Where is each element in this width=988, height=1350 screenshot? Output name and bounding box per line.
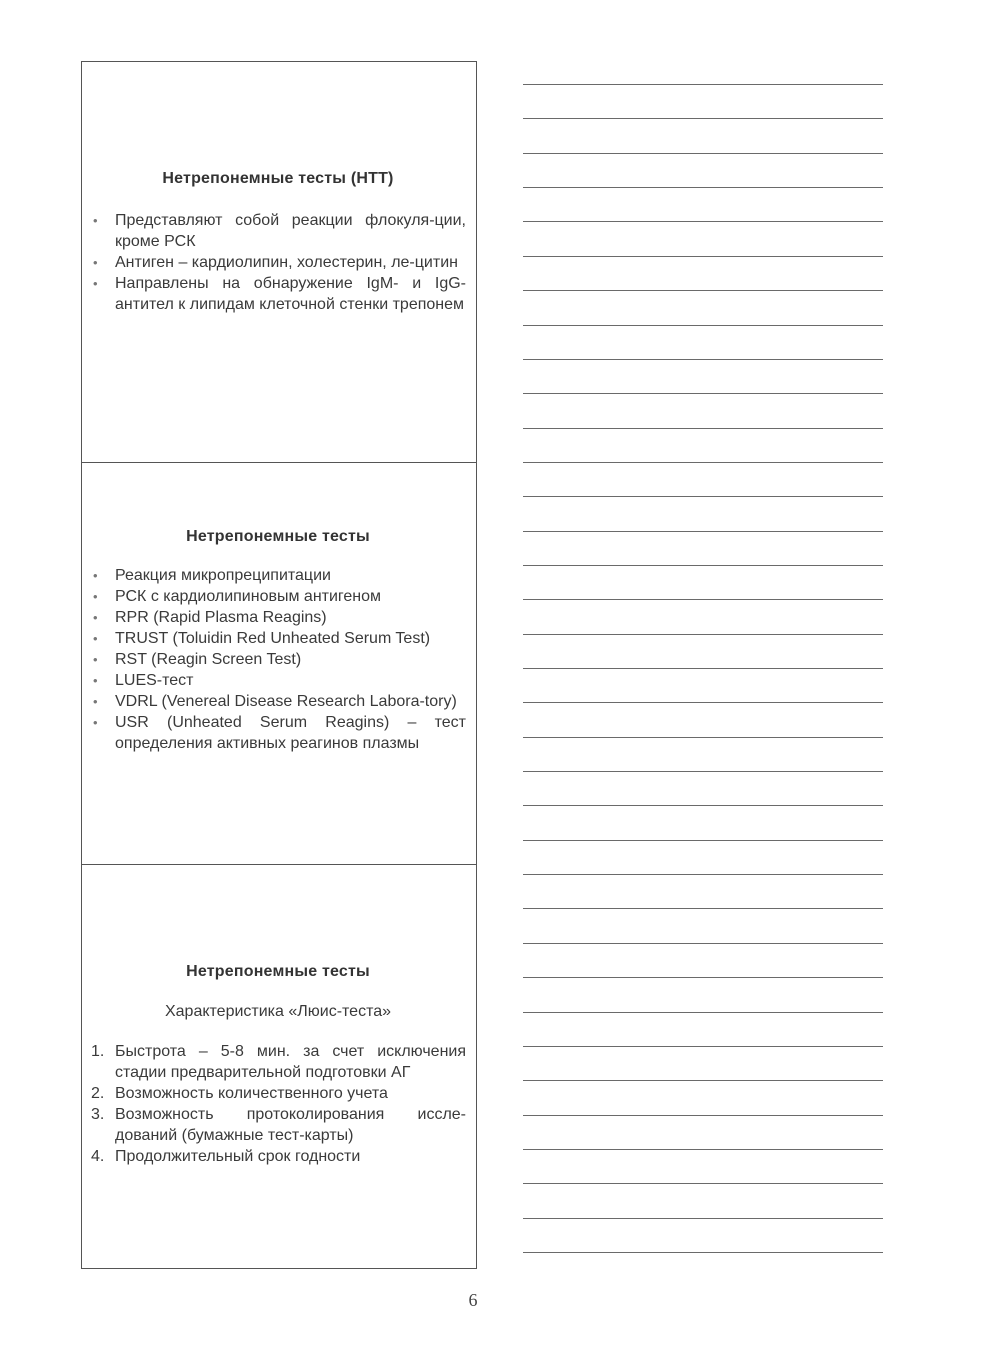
note-line — [523, 771, 883, 772]
note-line — [523, 634, 883, 635]
note-line — [523, 496, 883, 497]
slide-ntt-list — [82, 462, 476, 864]
bullet-list — [90, 565, 466, 754]
note-line — [523, 1149, 883, 1150]
note-line — [523, 1080, 883, 1081]
note-line — [523, 1115, 883, 1116]
note-line — [523, 118, 883, 119]
slide-title: Нетрепонемные тесты — [186, 963, 370, 980]
note-line — [523, 462, 883, 463]
item-text: Возможность протоколирования иссле-дований (бумажные тест-карты) — [115, 1106, 466, 1144]
item-number: 3. — [91, 1106, 105, 1123]
note-line — [523, 1012, 883, 1013]
slides-column — [81, 61, 477, 1269]
list-item: • Представляют собой реакции флокуля-ции, кроме РСК — [90, 210, 466, 252]
slide-ntt-overview — [82, 62, 476, 462]
list-item — [90, 1083, 466, 1104]
item-number: 2. — [91, 1085, 105, 1102]
note-line — [523, 977, 883, 978]
note-line — [523, 84, 883, 85]
item-number: 4. — [91, 1148, 105, 1165]
note-line — [523, 874, 883, 875]
slide-lues-test — [82, 864, 476, 1268]
list-item — [90, 1104, 466, 1146]
note-line — [523, 943, 883, 944]
list-item: • TRUST (Toluidin Red Unheated Serum Test) — [90, 628, 466, 649]
list-item — [90, 1146, 466, 1167]
note-line — [523, 668, 883, 669]
note-line — [523, 1183, 883, 1184]
note-line — [523, 1252, 883, 1253]
note-line — [523, 599, 883, 600]
list-item: • РСК с кардиолипиновым антигеном — [90, 586, 466, 607]
note-line — [523, 359, 883, 360]
note-line — [523, 256, 883, 257]
note-line — [523, 908, 883, 909]
numbered-list — [90, 1041, 466, 1167]
note-line — [523, 531, 883, 532]
list-item — [90, 1041, 466, 1083]
item-number: 1. — [91, 1043, 105, 1060]
note-line — [523, 840, 883, 841]
list-item: • LUES-тест — [90, 670, 466, 691]
note-line — [523, 393, 883, 394]
list-item: • RST (Reagin Screen Test) — [90, 649, 466, 670]
item-text: Продолжительный срок годности — [115, 1148, 361, 1165]
slide-title: Нетрепонемные тесты (НТТ) — [162, 170, 394, 187]
note-line — [523, 565, 883, 566]
note-line — [523, 290, 883, 291]
list-item: • Антиген – кардиолипин, холестерин, ле-цитин — [90, 252, 466, 273]
slide-title: Нетрепонемные тесты — [186, 528, 370, 545]
note-line — [523, 805, 883, 806]
list-item: • USR (Unheated Serum Reagins) – тест определения активных реагинов плазмы — [90, 712, 466, 754]
note-line — [523, 325, 883, 326]
note-line — [523, 1218, 883, 1219]
note-line — [523, 1046, 883, 1047]
note-line — [523, 221, 883, 222]
note-line — [523, 428, 883, 429]
item-text: Возможность количественного учета — [115, 1085, 388, 1102]
list-item: • RPR (Rapid Plasma Reagins) — [90, 607, 466, 628]
list-item: • Направлены на обнаружение IgM- и IgG-антител к липидам клеточной стенки трепонем — [90, 273, 466, 315]
list-item: • VDRL (Venereal Disease Research Labora-tory) — [90, 691, 466, 712]
list-item: • Реакция микропреципитации — [90, 565, 466, 586]
item-text: Быстрота – 5-8 мин. за счет исключения стадии предварительной подготовки АГ — [115, 1043, 466, 1081]
note-line — [523, 737, 883, 738]
page-number: 6 — [468, 1290, 478, 1310]
note-line — [523, 187, 883, 188]
slide-subtitle: Характеристика «Люис-теста» — [164, 1003, 392, 1020]
bullet-list — [90, 210, 466, 315]
note-line — [523, 702, 883, 703]
note-line — [523, 153, 883, 154]
note-lines-area — [523, 0, 885, 1350]
